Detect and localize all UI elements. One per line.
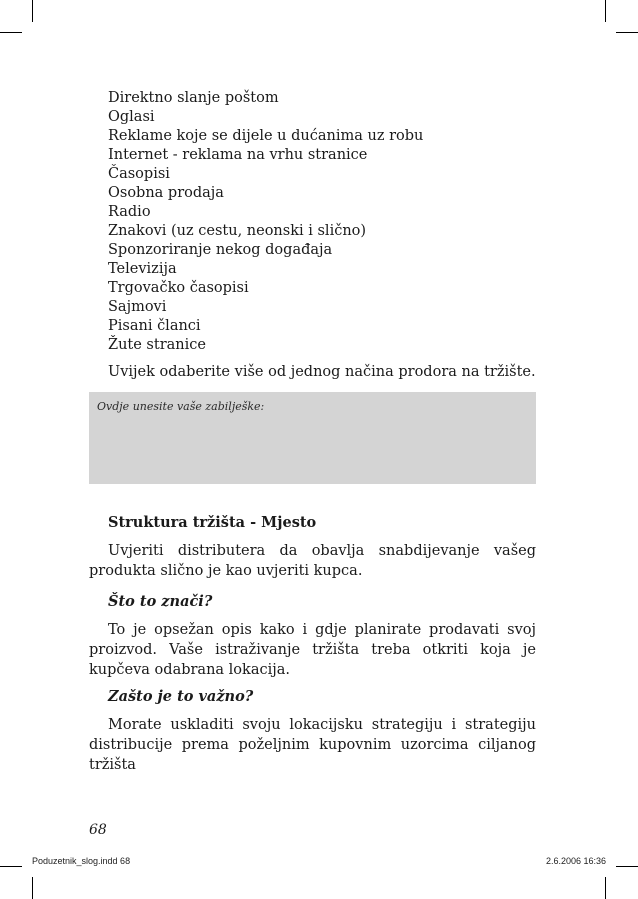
answer-2 [89,715,536,775]
answer-2-paragraph: Morate uskladiti svoju lokacijsku strategiju i strategiju distribucije prema poželjnim kupovnim uzorcima ciljanog tržišta [89,717,536,773]
question-1 [89,592,536,612]
section-heading [89,513,536,533]
crop-mark-bottom-right-vertical [605,877,606,899]
list-item: Osobna prodaja [108,185,224,201]
list-item: Žute stranice [108,337,206,353]
slug-file: Poduzetnik_slog.indd 68 [32,856,131,866]
list-item: Oglasi [108,109,155,125]
notes-label: Ovdje unesite vaše zabilješke: [97,400,265,413]
list-item: Časopisi [108,166,170,182]
list-item: Trgovačko časopisi [108,280,249,296]
list-item: Reklame koje se dijele u dućanima uz robu [108,128,424,144]
slug-timestamp: 2.6.2006 16:36 [545,856,606,866]
list-item: Sajmovi [108,299,167,315]
list-item: Znakovi (uz cestu, neonski i slično) [108,223,367,239]
list-item: Internet - reklama na vrhu stranice [108,147,368,163]
question-1-title: Što to znači? [108,593,213,610]
intro-paragraph: Uvjeriti distributera da obavlja snabdijevanje vašeg produkta slično je kao uvjeriti kupca. [89,543,536,579]
answer-1-paragraph: To je opsežan opis kako i gdje planirate prodavati svoj proizvod. Vaše istraživanje tržišta treba otkriti koja je kupčeva odabrana lokacija. [89,622,536,678]
list-item: Sponzoriranje nekog događaja [108,242,333,258]
question-2-title: Zašto je to važno? [108,688,254,705]
crop-mark-bottom-left-vertical [32,877,33,899]
list-item: Radio [108,204,151,220]
section-title: Struktura tržišta - Mjesto [108,514,317,531]
crop-mark-top-left-vertical [32,0,33,22]
crop-mark-bottom-right-horizontal [616,866,638,867]
list-item: Direktno slanje poštom [108,90,279,106]
list-item: Televizija [108,261,177,277]
section-intro [89,541,536,581]
page-number: 68 [89,822,107,838]
notes-box[interactable] [89,392,536,484]
crop-mark-top-right-horizontal [616,32,638,33]
question-2 [89,687,536,707]
crop-mark-top-right-vertical [605,0,606,22]
media-channel-list [108,89,423,355]
tip-text: Uvijek odaberite više od jednog načina prodora na tržište. [108,364,536,380]
list-item: Pisani članci [108,318,201,334]
crop-mark-bottom-left-horizontal [0,866,22,867]
answer-1 [89,620,536,680]
crop-mark-top-left-horizontal [0,32,22,33]
